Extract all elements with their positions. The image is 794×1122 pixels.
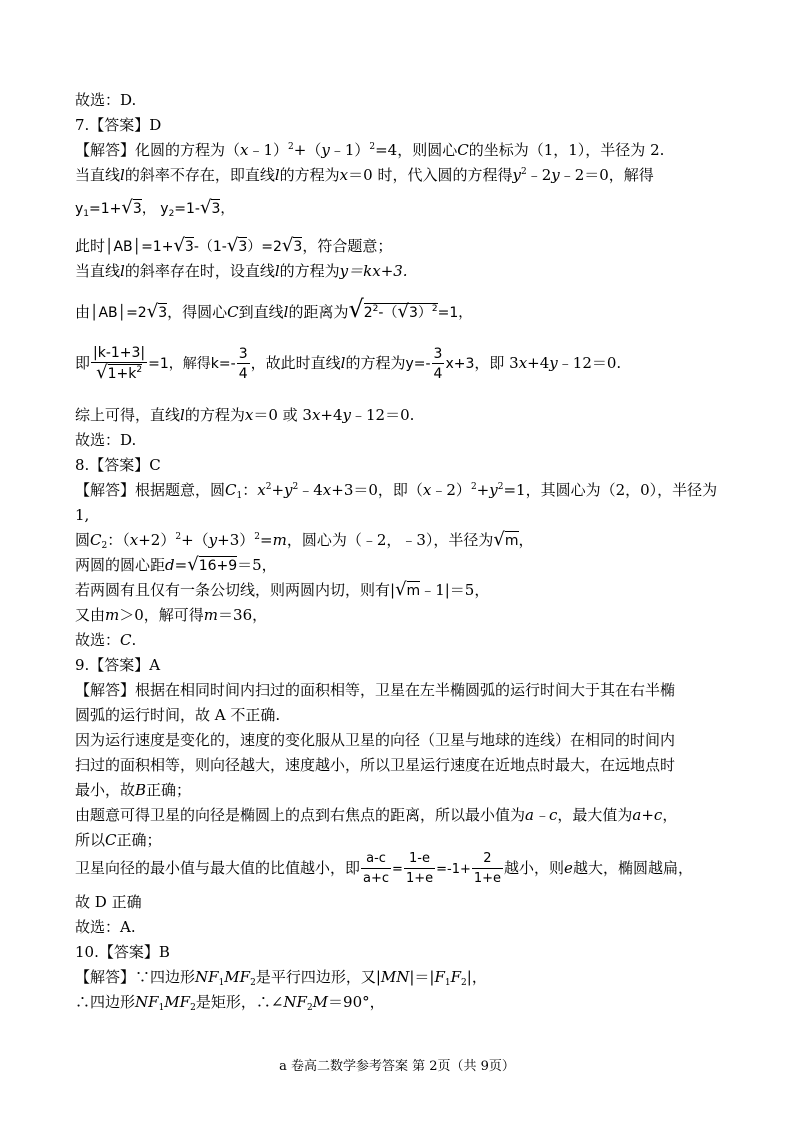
q7-line-4: 此时│AB│=1+√3-（1-√3）=2√3，符合题意； (75, 235, 393, 256)
q8-heading: 8.【答案】C (75, 456, 161, 474)
q9-line-8: 卫星向径的最小值与最大值的比值越小，即 $\frac{a-c}{a+c}$ = $\frac{1-e}{1+e}$ =-1+ $\frac{2}{1+e}$ 越小，则e越大，椭圆越扁， (75, 848, 693, 890)
fraction-slope: $\frac{3}{4}$ (433, 345, 443, 382)
q8-line-5: 若两圆有且仅有一条公切线，则两圆内切，则有|√m﹣1|＝5， (75, 579, 490, 600)
q9-line-1: 【解答】根据在相同时间内扫过的面积相等，卫星在左半椭圆弧的运行时间大于其在右半椭 (75, 681, 676, 699)
q9-conclusion: 故选：A. (75, 918, 136, 936)
q7-line-6: 由│AB│=2√3，得圆心C到直线l的距离为$√2^2-(√3)^2=1$， (75, 295, 473, 323)
q8-conclusion: 故选：C. (75, 631, 137, 649)
q7-line-1: 【解答】化圆的方程为（x﹣1）$^2$+（y﹣1）$^2$=4，则圆心C的坐标为（1，1），半径为 2. (75, 141, 665, 159)
fraction-k: $\frac{3}{4}$ (238, 345, 248, 382)
q7-line-3: $y_1=1+√3$， $y_2=1-√3$， (75, 197, 235, 219)
q7-line-8: 综上可得，直线l的方程为x＝0 或 3x+4y﹣12＝0. (75, 406, 415, 424)
fraction-distance: $\frac{|k-1+3|}{√1+k^2}$ (93, 345, 146, 383)
q7-heading: 7.【答案】D (75, 116, 162, 134)
page-footer: a 卷高二数学参考答案 第 2页（共 9页） (279, 1059, 515, 1074)
q9-line-9: 故 D 正确 (75, 893, 142, 911)
q9-line-3: 因为运行速度是变化的，速度的变化服从卫星的向径（卫星与地球的连线）在相同的时间内 (75, 731, 676, 749)
q8-line-1: 【解答】根据题意，圆$C_1$：$x^2+y^2﹣4x+3=0$，即$(x﹣2)^2+y^2=1$，其圆心为（2，0），半径为 (75, 481, 718, 501)
q6-conclusion: 故选：D. (75, 91, 137, 109)
q9-line-5: 最小，故B正确； (75, 781, 192, 799)
q10-heading: 10.【答案】B (75, 943, 170, 961)
q9-line-7: 所以C正确； (75, 831, 162, 849)
fraction-ac: $\frac{a-c}{a+c}$ (363, 851, 390, 886)
q7-conclusion: 故选：D. (75, 431, 137, 449)
fraction-e: $\frac{1-e}{1+e}$ (405, 851, 434, 886)
q8-line-4: 两圆的圆心距d=√16+9＝5， (75, 554, 277, 575)
q7-line-5: 当直线l的斜率存在时，设直线l的方程为y＝kx+3. (75, 262, 408, 280)
q10-line-2: ∴四边形$NF_1MF_2$是矩形，$\therefore\angle NF_2M=90^\circ$， (75, 993, 385, 1013)
q9-line-6: 由题意可得卫星的向径是椭圆上的点到右焦点的距离，所以最小值为a﹣c，最大值为a+c， (75, 806, 678, 824)
q9-line-4: 扫过的面积相等，则向径越大，速度越小，所以卫星运行速度在近地点时最大，在远地点时 (75, 756, 676, 774)
q8-line-3: 圆$C_2$：$(x+2)^2+(y+3)^2=m$，圆心为（﹣2，﹣3），半径为√m， (75, 529, 534, 551)
fraction-2: $\frac{2}{1+e}$ (473, 851, 502, 886)
q9-line-2: 圆弧的运行时间，故 A 不正确. (75, 706, 281, 724)
q7-line-2: 当直线l的斜率不存在，即直线l的方程为x＝0 时，代入圆的方程得$y^2﹣2y﹣2=0$，解得 (75, 166, 654, 184)
q8-line-2: 1, (75, 506, 90, 524)
q7-line-7: 即 $\frac{|k-1+3|}{√1+k^2}$ =1，解得k=- $\frac{3}{4}$ ，故此时直线l的方程为y=- $\frac{3}{4}$ x+3，即 3x+4y﹣12＝0. (75, 345, 622, 383)
q9-heading: 9.【答案】A (75, 656, 161, 674)
q10-line-1: 【解答】∵四边形$NF_1MF_2$是平行四边形，又$|MN|=|F_1F_2|$， (75, 968, 487, 988)
q8-line-6: 又由m＞0，解可得m＝36， (75, 606, 268, 624)
